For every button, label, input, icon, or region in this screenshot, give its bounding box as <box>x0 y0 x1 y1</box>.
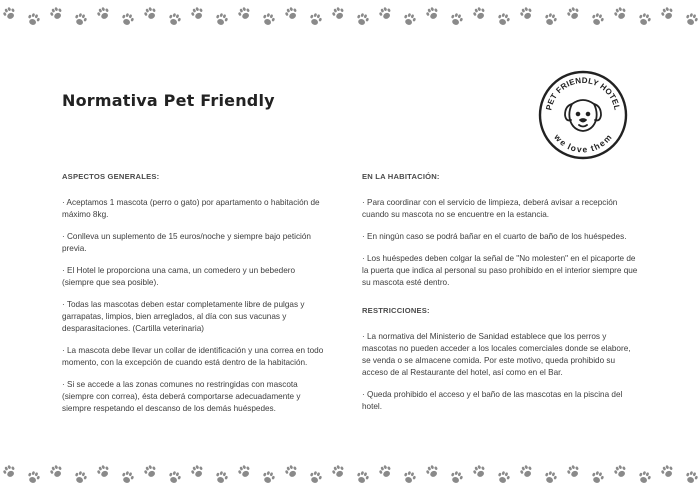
paw-print-icon <box>94 462 114 482</box>
page-title: Normativa Pet Friendly <box>62 91 275 110</box>
paw-print-icon <box>282 462 302 482</box>
paw-print-icon <box>423 4 443 24</box>
paw-print-icon <box>282 4 302 24</box>
paw-print-icon <box>47 4 67 24</box>
paw-print-icon <box>658 4 678 24</box>
paw-print-icon <box>141 4 161 24</box>
paw-print-icon <box>329 4 349 24</box>
paw-print-icon <box>587 468 606 487</box>
rule-paragraph: · Queda prohibido el acceso y el baño de las mascotas en la piscina del hotel. <box>362 390 623 411</box>
paw-print-icon <box>23 10 42 29</box>
paw-print-icon <box>611 462 631 482</box>
paw-print-icon <box>70 10 89 29</box>
section-heading-restrictions: RESTRICCIONES: <box>362 306 430 315</box>
paw-print-icon <box>305 10 324 29</box>
rule-paragraph: · Para coordinar con el servicio de limpieza, deberá avisar a recepción cuando su mascota no se encuentre en la estancia. <box>362 198 618 219</box>
paw-print-icon <box>305 468 324 487</box>
badge-bottom-text: we love them <box>552 132 614 155</box>
paw-print-icon <box>634 468 653 487</box>
paw-print-icon <box>188 462 208 482</box>
paw-print-icon <box>376 462 396 482</box>
paw-print-icon <box>47 462 67 482</box>
rule-paragraph: · El Hotel le proporciona una cama, un comedero y un bebedero (siempre que sea posible). <box>62 266 296 287</box>
paw-print-icon <box>470 462 490 482</box>
paw-print-icon <box>587 10 606 29</box>
pet-friendly-badge <box>538 70 628 160</box>
right-column <box>362 171 640 423</box>
rule-paragraph: · Aceptamos 1 mascota (perro o gato) por apartamento o habitación de máximo 8kg. <box>62 198 320 219</box>
rule-paragraph: · Todas las mascotas deben estar completamente libre de pulgas y garrapatas, limpios, bien arreglados, al día con sus vacunas y desparasitaciones. (Cartilla veterinaria) <box>62 300 305 333</box>
paw-print-icon <box>329 462 349 482</box>
paw-print-icon <box>0 4 19 24</box>
paw-print-icon <box>117 468 136 487</box>
paw-print-icon <box>188 4 208 24</box>
section-heading-room: EN LA HABITACIÓN: <box>362 172 440 181</box>
paw-print-icon <box>681 10 700 29</box>
paw-print-icon <box>540 10 559 29</box>
paw-border-bottom <box>0 460 700 490</box>
paw-print-icon <box>517 4 537 24</box>
paw-print-icon <box>258 10 277 29</box>
paw-print-icon <box>164 468 183 487</box>
paw-print-icon <box>423 462 443 482</box>
paw-print-icon <box>258 468 277 487</box>
paw-print-icon <box>211 10 230 29</box>
paw-print-icon <box>0 462 19 482</box>
paw-print-icon <box>23 468 42 487</box>
paw-print-icon <box>540 468 559 487</box>
paw-print-icon <box>681 468 700 487</box>
paw-print-icon <box>117 10 136 29</box>
paw-print-icon <box>446 10 465 29</box>
paw-print-icon <box>352 468 371 487</box>
dog-face-icon <box>565 100 601 131</box>
paw-print-icon <box>517 462 537 482</box>
rule-paragraph: · Si se accede a las zonas comunes no restringidas con mascota (siempre con correa), ésta deberá comportarse adecuadamente y siempre respetando el descanso de los demás huéspedes. <box>62 380 301 413</box>
paw-print-icon <box>634 10 653 29</box>
paw-print-icon <box>470 4 490 24</box>
paw-print-icon <box>376 4 396 24</box>
paw-print-icon <box>399 10 418 29</box>
rule-paragraph: · La mascota debe llevar un collar de identificación y una correa en todo momento, con la excepción de cuando está dentro de la habitación. <box>62 346 324 367</box>
paw-print-icon <box>658 462 678 482</box>
badge-top-text: PET FRIENDLY HOTEL <box>544 75 622 112</box>
left-column <box>62 171 324 425</box>
paw-print-icon <box>94 4 114 24</box>
paw-print-icon <box>564 462 584 482</box>
paw-print-icon <box>352 10 371 29</box>
paw-print-icon <box>493 10 512 29</box>
paw-print-icon <box>70 468 89 487</box>
paw-print-icon <box>611 4 631 24</box>
rule-paragraph: · Los huéspedes deben colgar la señal de "No molesten" en el picaporte de la puerta que indica al personal su paso prohibido en el interior siempre que su mascota esté dentro. <box>362 254 638 287</box>
paw-print-icon <box>141 462 161 482</box>
paw-print-icon <box>493 468 512 487</box>
paw-border-top <box>0 0 700 30</box>
paw-print-icon <box>164 10 183 29</box>
paw-print-icon <box>235 4 255 24</box>
rule-paragraph: · En ningún caso se podrá bañar en el cuarto de baño de los huéspedes. <box>362 232 627 241</box>
section-heading-general: ASPECTOS GENERALES: <box>62 172 160 181</box>
paw-print-icon <box>446 468 465 487</box>
paw-print-icon <box>399 468 418 487</box>
rule-paragraph: · Conlleva un suplemento de 15 euros/noche y siempre bajo petición previa. <box>62 232 311 253</box>
rule-paragraph: · La normativa del Ministerio de Sanidad establece que los perros y mascotas no pueden acceder a los locales comerciales donde se elabore, se venda o se almacene comida. Por este motivo, queda prohibido su acceso de al Restaurante del hotel, así como en el Bar. <box>362 332 631 377</box>
paw-print-icon <box>211 468 230 487</box>
paw-print-icon <box>564 4 584 24</box>
paw-print-icon <box>235 462 255 482</box>
